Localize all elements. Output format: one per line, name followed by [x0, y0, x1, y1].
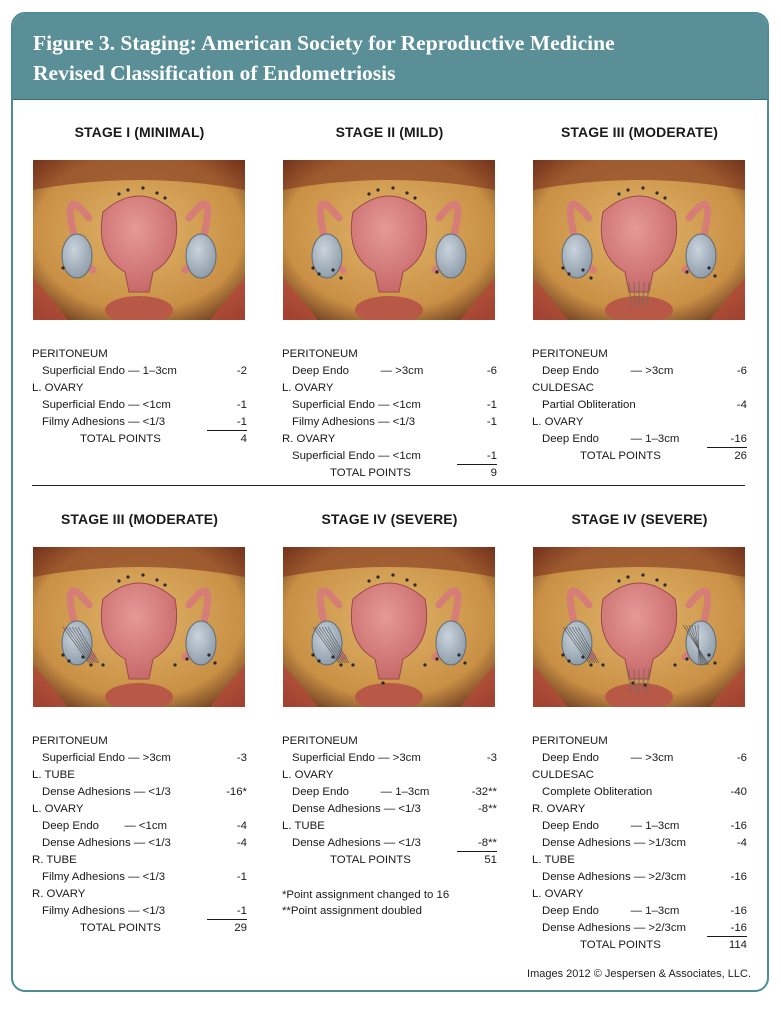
total-label: TOTAL POINTS — [580, 939, 661, 951]
finding-label: Superficial Endo — <1cm — [292, 450, 421, 462]
score-row — [282, 835, 497, 852]
site-label: L. OVARY — [32, 382, 84, 394]
site-label: L. OVARY — [282, 382, 334, 394]
figure-header — [13, 14, 767, 100]
total-row — [282, 465, 497, 482]
total-row — [532, 937, 747, 954]
right-ovary — [436, 621, 466, 665]
finding-label: Dense Adhesions — >2/3cm — [542, 922, 687, 934]
endometriosis-implant — [317, 659, 320, 662]
site-row — [532, 380, 747, 397]
endometriosis-implant — [561, 266, 564, 269]
endometriosis-implant — [626, 188, 629, 191]
score-row — [282, 363, 497, 380]
points-value: -8** — [457, 835, 497, 852]
site-row — [532, 767, 747, 784]
score-row — [532, 903, 747, 920]
score-row — [282, 801, 497, 818]
endometriosis-implant — [351, 663, 354, 666]
finding-label: Filmy Adhesions — <1/3 — [42, 871, 166, 883]
right-ovary — [436, 234, 466, 278]
site-label: L. OVARY — [282, 769, 334, 781]
endometriosis-implant — [331, 268, 334, 271]
points-value: -6 — [736, 752, 747, 764]
right-ovary — [686, 234, 716, 278]
endometriosis-implant — [391, 573, 394, 576]
endometriosis-implant — [367, 579, 370, 582]
score-row — [32, 397, 247, 414]
image-credit: Images 2012 © Jespersen & Associates, LLC. — [527, 968, 751, 980]
site-row — [532, 414, 747, 431]
endometriosis-implant — [567, 659, 570, 662]
finding-label: Complete Obliteration — [542, 786, 653, 798]
endometriosis-implant — [213, 661, 216, 664]
site-label: PERITONEUM — [282, 735, 358, 747]
right-ovary — [186, 621, 216, 665]
site-row — [282, 431, 497, 448]
finding-label: Dense Adhesions — <1/3 — [292, 837, 421, 849]
endometriosis-implant — [405, 578, 408, 581]
finding-label: Deep Endo — >3cm — [542, 752, 674, 764]
endometriosis-implant — [413, 583, 416, 586]
score-row — [32, 903, 247, 920]
endometriosis-implant — [317, 272, 320, 275]
endometriosis-implant — [405, 191, 408, 194]
endometriosis-implant — [713, 274, 716, 277]
endometriosis-implant — [391, 186, 394, 189]
endometriosis-implant — [685, 270, 688, 273]
endometriosis-implant — [457, 653, 460, 656]
endometriosis-implant — [339, 276, 342, 279]
endometriosis-implant — [663, 196, 666, 199]
site-label: L. OVARY — [532, 416, 584, 428]
finding-label: Superficial Endo — <1cm — [292, 399, 421, 411]
points-value: -16 — [730, 905, 747, 917]
row-divider — [32, 485, 745, 486]
total-label: TOTAL POINTS — [580, 450, 661, 462]
points-value: -6 — [736, 365, 747, 377]
finding-label: Dense Adhesions — <1/3 — [292, 803, 421, 815]
endometriosis-implant — [367, 192, 370, 195]
site-row — [532, 733, 747, 750]
uterus-illustration — [33, 160, 245, 320]
total-row — [532, 448, 747, 465]
endometriosis-implant — [561, 653, 564, 656]
stage-title: STAGE III (MODERATE) — [60, 511, 219, 527]
site-row — [32, 733, 247, 750]
endometriosis-implant — [185, 657, 188, 660]
site-label: R. TUBE — [32, 854, 77, 866]
site-label: L. OVARY — [32, 803, 84, 815]
total-points: 29 — [234, 922, 247, 934]
finding-label: Dense Adhesions — <1/3 — [42, 786, 171, 798]
score-row — [282, 448, 497, 465]
endometriosis-implant — [117, 579, 120, 582]
site-row — [532, 346, 747, 363]
endometriosis-implant — [567, 272, 570, 275]
endometriosis-implant — [626, 575, 629, 578]
endometriosis-implant — [463, 661, 466, 664]
endometriosis-implant — [67, 659, 70, 662]
points-value: -4 — [236, 837, 247, 849]
endometriosis-implant — [163, 583, 166, 586]
score-row — [532, 363, 747, 380]
endometriosis-implant — [641, 186, 644, 189]
footnotes — [282, 887, 497, 919]
uterus-illustration — [533, 160, 745, 320]
endometriosis-implant — [376, 188, 379, 191]
total-points: 114 — [728, 939, 747, 951]
score-row — [532, 869, 747, 886]
total-label: TOTAL POINTS — [80, 433, 161, 445]
points-value: -1 — [236, 871, 247, 883]
finding-label: Dense Adhesions — <1/3 — [42, 837, 171, 849]
points-value: -40 — [730, 786, 747, 798]
points-value: -4 — [736, 399, 747, 411]
finding-label: Deep Endo — <1cm — [42, 820, 168, 832]
site-label: PERITONEUM — [532, 735, 608, 747]
total-label: TOTAL POINTS — [330, 854, 411, 866]
uterus-illustration — [533, 547, 745, 707]
score-row — [32, 818, 247, 835]
total-points: 26 — [734, 450, 747, 462]
endometriosis-implant — [311, 266, 314, 269]
site-label: PERITONEUM — [532, 348, 608, 360]
footnote: *Point assignment changed to 16 — [282, 889, 450, 901]
stage-panel — [532, 123, 747, 465]
scoring-table — [32, 346, 247, 448]
site-row — [532, 852, 747, 869]
score-row — [532, 397, 747, 414]
points-value: -1 — [236, 399, 247, 411]
endometriosis-implant — [207, 653, 210, 656]
finding-label: Deep Endo — 1–3cm — [292, 786, 430, 798]
endometriosis-implant — [126, 575, 129, 578]
endometriosis-implant — [339, 663, 342, 666]
site-label: R. OVARY — [282, 433, 336, 445]
score-row — [532, 750, 747, 767]
endometriosis-implant — [641, 573, 644, 576]
finding-label: Superficial Endo — 1–3cm — [42, 365, 177, 377]
points-value: -16 — [707, 920, 747, 937]
left-ovary — [62, 234, 92, 278]
site-label: L. TUBE — [282, 820, 325, 832]
stage-panel — [282, 123, 497, 482]
endometriosis-implant — [617, 579, 620, 582]
endometriosis-implant — [655, 191, 658, 194]
score-row — [32, 835, 247, 852]
site-row — [32, 346, 247, 363]
total-points: 4 — [240, 433, 247, 445]
total-points: 9 — [490, 467, 497, 479]
site-row — [32, 380, 247, 397]
finding-label: Filmy Adhesions — <1/3 — [42, 416, 166, 428]
total-row — [32, 431, 247, 448]
site-label: PERITONEUM — [282, 348, 358, 360]
score-row — [282, 397, 497, 414]
endometriosis-implant — [141, 186, 144, 189]
score-row — [32, 750, 247, 767]
finding-label: Deep Endo — 1–3cm — [542, 433, 680, 445]
site-row — [32, 852, 247, 869]
points-value: -1 — [486, 416, 497, 428]
endometriosis-implant — [435, 270, 438, 273]
endometriosis-implant — [589, 663, 592, 666]
score-row — [532, 818, 747, 835]
finding-label: Partial Obliteration — [542, 399, 636, 411]
site-row — [32, 886, 247, 903]
endometriosis-implant — [413, 196, 416, 199]
finding-label: Deep Endo — 1–3cm — [542, 820, 680, 832]
endometriosis-implant — [713, 661, 716, 664]
points-value: -16 — [730, 871, 747, 883]
total-label: TOTAL POINTS — [330, 467, 411, 479]
endometriosis-implant — [435, 657, 438, 660]
site-row — [32, 767, 247, 784]
finding-label: Superficial Endo — <1cm — [42, 399, 171, 411]
endometriosis-implant — [685, 657, 688, 660]
endometriosis-implant — [581, 268, 584, 271]
scoring-table — [32, 733, 247, 937]
site-row — [282, 818, 497, 835]
stage-panel — [32, 123, 247, 448]
site-row — [282, 380, 497, 397]
site-label: L. OVARY — [532, 888, 584, 900]
finding-label: Superficial Endo — >3cm — [292, 752, 421, 764]
endometriosis-implant — [173, 663, 176, 666]
endometriosis-implant — [163, 196, 166, 199]
endometriosis-implant — [61, 653, 64, 656]
left-ovary — [312, 234, 342, 278]
site-label: CULDESAC — [532, 769, 595, 781]
total-label: TOTAL POINTS — [80, 922, 161, 934]
site-label: CULDESAC — [532, 382, 595, 394]
score-row — [282, 750, 497, 767]
site-row — [282, 733, 497, 750]
points-value: -32** — [471, 786, 497, 798]
stage-title: STAGE IV (SEVERE) — [571, 511, 708, 527]
site-row — [282, 767, 497, 784]
stage-panel — [532, 510, 747, 954]
points-value: -2 — [236, 365, 247, 377]
points-value: -1 — [486, 399, 497, 411]
endometriosis-implant — [117, 192, 120, 195]
site-row — [282, 346, 497, 363]
endometriosis-implant — [589, 276, 592, 279]
points-value: -1 — [457, 448, 497, 465]
site-row — [532, 801, 747, 818]
stage-title: STAGE I (MINIMAL) — [74, 124, 205, 140]
points-value: -16 — [730, 820, 747, 832]
finding-label: Deep Endo — >3cm — [542, 365, 674, 377]
endometriosis-implant — [617, 192, 620, 195]
score-row — [532, 784, 747, 801]
finding-label: Filmy Adhesions — <1/3 — [42, 905, 166, 917]
endometriosis-implant — [381, 681, 384, 684]
endometriosis-implant — [311, 653, 314, 656]
points-value: -3 — [236, 752, 247, 764]
total-points: 51 — [484, 854, 497, 866]
figure-title-line-2: Revised Classification of Endometriosis — [33, 61, 396, 85]
endometriosis-implant — [61, 266, 64, 269]
score-row — [282, 414, 497, 431]
scoring-table — [282, 346, 497, 482]
points-value: -16* — [226, 786, 247, 798]
stage-panel — [32, 510, 247, 937]
uterus-illustration — [283, 160, 495, 320]
total-row — [32, 920, 247, 937]
endometriosis-implant — [601, 663, 604, 666]
points-value: -1 — [207, 414, 247, 431]
score-row — [32, 869, 247, 886]
endometriosis-implant — [655, 578, 658, 581]
finding-label: Dense Adhesions — >1/3cm — [542, 837, 687, 849]
finding-label: Deep Endo — >3cm — [292, 365, 424, 377]
endometriosis-implant — [707, 266, 710, 269]
stage-title: STAGE III (MODERATE) — [560, 124, 719, 140]
scoring-table — [532, 346, 747, 465]
total-row — [282, 852, 497, 869]
endometriosis-implant — [89, 663, 92, 666]
uterus-illustration — [283, 547, 495, 707]
endometriosis-implant — [376, 575, 379, 578]
score-row — [532, 920, 747, 937]
site-label: R. OVARY — [32, 888, 86, 900]
endometriosis-implant — [155, 578, 158, 581]
points-value: -4 — [236, 820, 247, 832]
footnote: **Point assignment doubled — [282, 905, 422, 917]
score-row — [532, 835, 747, 852]
endometriosis-implant — [423, 663, 426, 666]
endometriosis-implant — [673, 663, 676, 666]
endometriosis-implant — [126, 188, 129, 191]
score-row — [32, 363, 247, 380]
score-row — [282, 784, 497, 801]
finding-label: Deep Endo — 1–3cm — [542, 905, 680, 917]
endometriosis-implant — [141, 573, 144, 576]
finding-label: Filmy Adhesions — <1/3 — [292, 416, 416, 428]
scoring-table — [282, 733, 497, 869]
endometriosis-implant — [707, 653, 710, 656]
score-row — [532, 431, 747, 448]
points-value: -6 — [486, 365, 497, 377]
finding-label: Dense Adhesions — >2/3cm — [542, 871, 687, 883]
site-row — [32, 801, 247, 818]
site-row — [532, 886, 747, 903]
points-value: -16 — [707, 431, 747, 448]
finding-label: Superficial Endo — >3cm — [42, 752, 171, 764]
uterus-illustration — [33, 547, 245, 707]
figure-title-line-1: Figure 3. Staging: American Society for Reproductive Medicine — [33, 31, 615, 55]
site-label: PERITONEUM — [32, 348, 108, 360]
score-row — [32, 784, 247, 801]
points-value: -4 — [736, 837, 747, 849]
stage-title: STAGE IV (SEVERE) — [321, 511, 458, 527]
site-label: L. TUBE — [32, 769, 75, 781]
site-label: R. OVARY — [532, 803, 586, 815]
stage-title: STAGE II (MILD) — [335, 124, 444, 140]
scoring-table — [532, 733, 747, 954]
points-value: -8** — [478, 803, 497, 815]
points-value: -1 — [207, 903, 247, 920]
endometriosis-implant — [101, 663, 104, 666]
endometriosis-implant — [155, 191, 158, 194]
left-ovary — [562, 234, 592, 278]
right-ovary — [186, 234, 216, 278]
points-value: -3 — [486, 752, 497, 764]
score-row — [32, 414, 247, 431]
site-label: PERITONEUM — [32, 735, 108, 747]
site-label: L. TUBE — [532, 854, 575, 866]
endometriosis-implant — [663, 583, 666, 586]
stage-panel — [282, 510, 497, 919]
